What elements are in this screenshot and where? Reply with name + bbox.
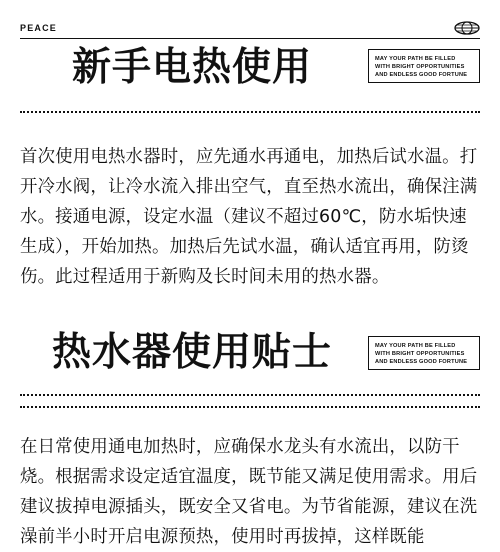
tagline-box [368, 336, 480, 370]
section-title: 新手电热使用 [72, 45, 313, 90]
globe-icon [454, 21, 480, 35]
tagline-box [368, 49, 480, 83]
brand-label: PEACE [20, 23, 58, 33]
dotted-divider [20, 394, 480, 396]
section-body: 在日常使用通电加热时，应确保水龙头有水流出，以防干烧。根据需求设定适宜温度，既节能又满足使用需求。用后建议拔掉电源插头，既安全又省电。为节省能源，建议在洗澡前半小时开启电源预热，使用时再拔掉，这样既能 [20, 437, 478, 547]
tagline-line: WITH BRIGHT OPPORTUNITIES [375, 351, 465, 357]
section-body: 首次使用电热水器时，应先通水再通电，加热后试水温。打开冷水阀，让冷水流入排出空气，直至热水流出，确保注满水。接通电源，设定水温（建议不超过60℃，防水垢快速生成），开始加热。加热后先试水温，确认适宜再用，防烫伤。此过程适用于新购及长时间未用的热水器。 [20, 147, 478, 287]
dotted-divider [20, 111, 480, 113]
tagline-line: AND ENDLESS GOOD FORTUNE [375, 359, 468, 365]
section-title: 热水器使用贴士 [52, 330, 333, 375]
top-bar [20, 20, 480, 38]
tagline-line: MAY YOUR PATH BE FILLED [375, 343, 456, 349]
tagline-line: WITH BRIGHT OPPORTUNITIES [375, 64, 465, 70]
top-rule [20, 38, 480, 39]
tagline-line: MAY YOUR PATH BE FILLED [375, 56, 456, 62]
dotted-divider [20, 406, 480, 408]
tagline-line: AND ENDLESS GOOD FORTUNE [375, 72, 468, 78]
